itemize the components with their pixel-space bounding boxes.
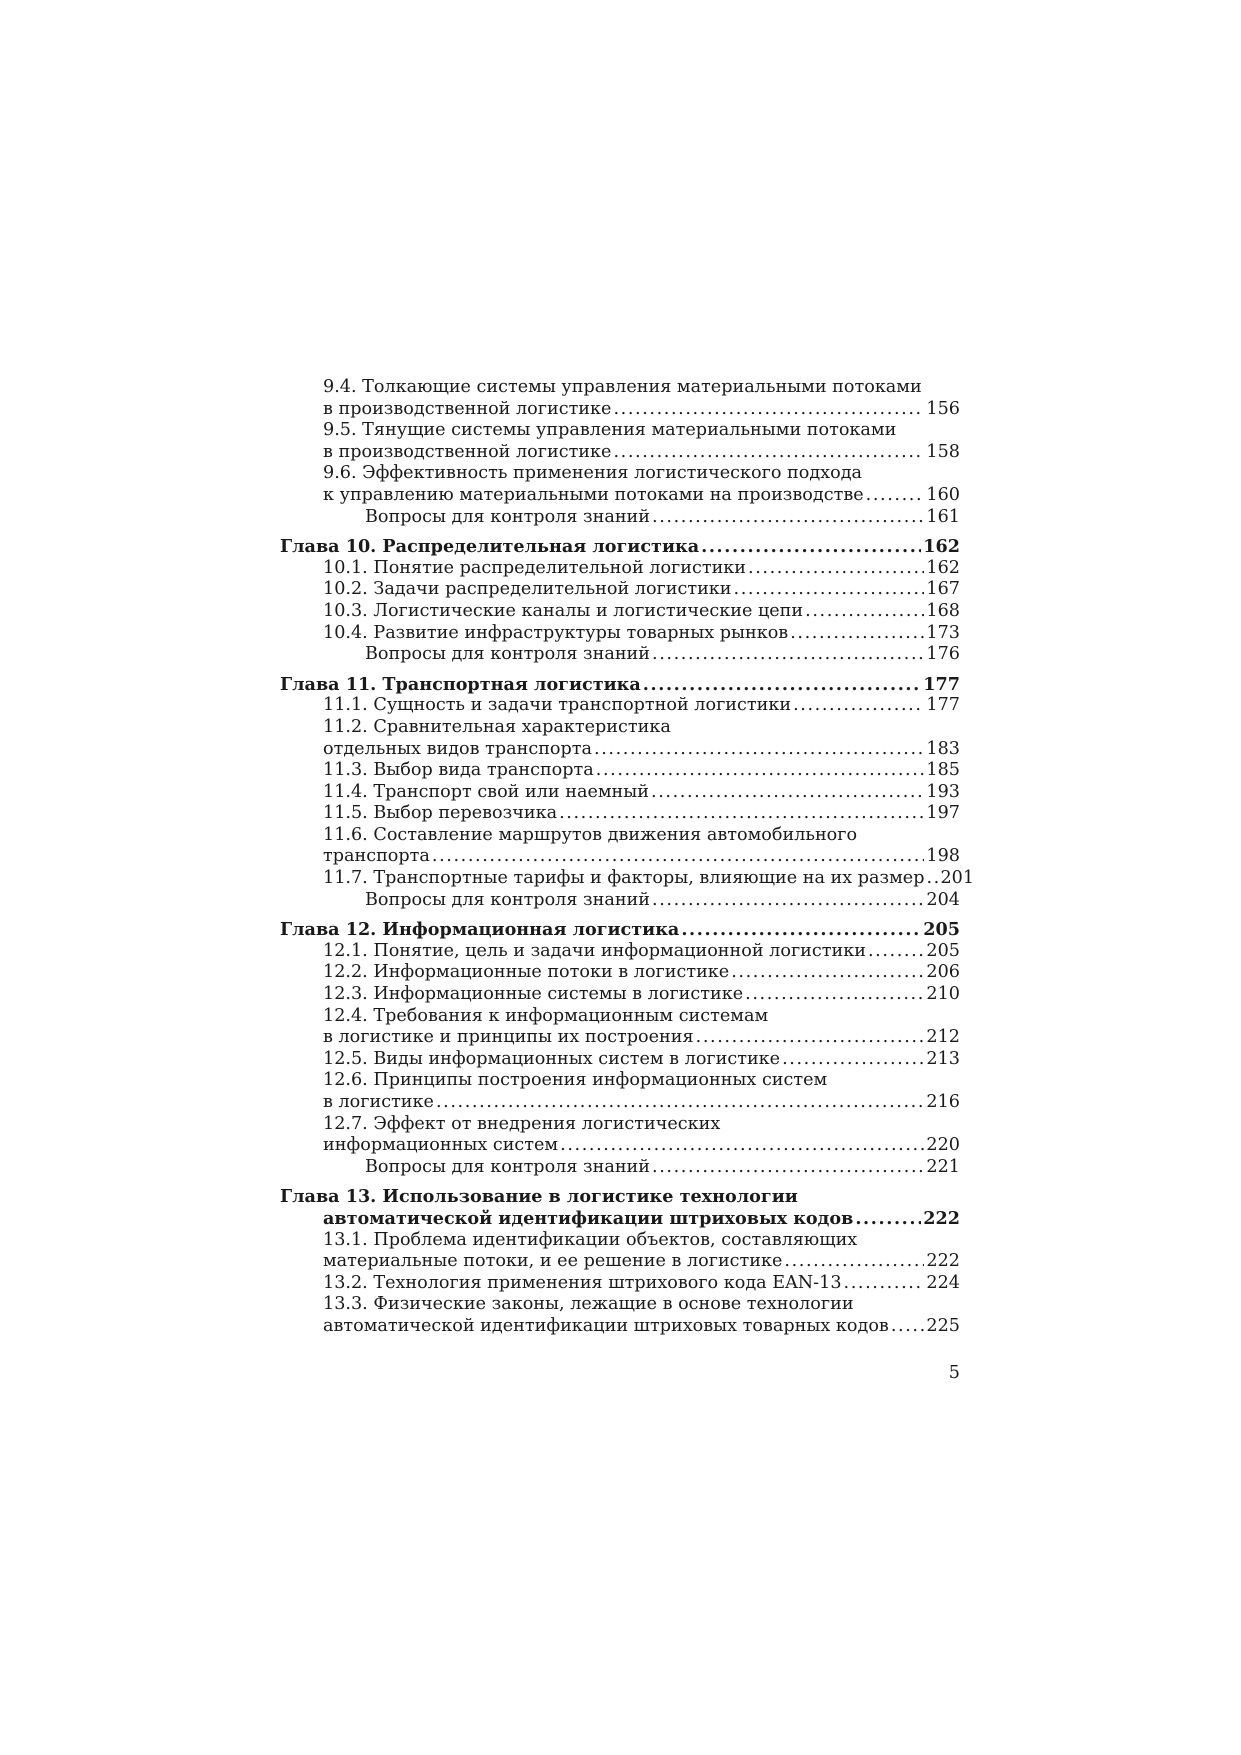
dot-leader <box>681 919 921 941</box>
dot-leader <box>643 674 921 696</box>
toc-page-number: 205 <box>923 919 960 941</box>
toc-entry-title: к управлению материальными потоками на производстве <box>323 484 864 505</box>
toc-entry-title: Вопросы для контроля знаний <box>365 644 651 665</box>
dot-leader <box>844 1273 925 1295</box>
toc-page-number: 173 <box>926 622 960 643</box>
toc-entry-title: Глава 10. Распределительная логистика <box>280 536 700 558</box>
toc-entry-line: 12.7. Эффект от внедрения логистических <box>323 1113 721 1134</box>
toc-entry-title: материальные потоки, и ее решение в логистике <box>323 1251 783 1272</box>
toc-entry <box>280 803 960 825</box>
dot-leader <box>652 1157 924 1179</box>
toc-entry-line: 11.2. Сравнительная характеристика <box>323 716 671 737</box>
toc-entry-title: 13.2. Технология применения штрихового кода EAN-13 <box>323 1272 842 1293</box>
dot-leader <box>866 485 925 507</box>
toc-page-number: 161 <box>926 506 960 527</box>
toc-page-number: 168 <box>926 600 960 621</box>
toc-entry <box>280 399 960 421</box>
toc-entry-line: 9.6. Эффективность применения логистического подхода <box>323 463 863 484</box>
toc-entry-title: 11.7. Транспортные тарифы и факторы, влияющие на их размер <box>323 868 925 889</box>
dot-leader <box>652 890 924 912</box>
dot-leader <box>559 803 924 825</box>
dot-leader <box>596 760 925 782</box>
dot-leader <box>432 846 925 868</box>
toc-page-number: 176 <box>926 644 960 665</box>
toc-entry <box>280 739 960 761</box>
toc-entry-title: в производственной логистике <box>323 441 612 462</box>
toc-entry-title: Вопросы для контроля знаний <box>365 506 651 527</box>
toc-entry <box>280 868 975 890</box>
toc-entry-title: информационных систем <box>323 1135 559 1156</box>
toc-page-number: 158 <box>926 441 960 462</box>
toc-entry <box>280 1316 960 1338</box>
toc-entry-title: в логистике <box>323 1092 434 1112</box>
table-of-contents <box>280 377 975 1338</box>
dot-leader <box>782 1049 924 1071</box>
toc-entry-title: Вопросы для контроля знаний <box>365 1156 651 1177</box>
toc-entry <box>280 644 960 666</box>
toc-entry-title: 10.4. Развитие инфраструктуры товарных рынков <box>323 622 789 643</box>
toc-entry <box>280 890 960 912</box>
chapter-heading <box>280 536 960 558</box>
dot-leader <box>701 536 921 558</box>
dot-leader <box>790 623 924 645</box>
toc-page-number: 185 <box>926 760 960 781</box>
toc-entry <box>280 1208 960 1230</box>
toc-page-number: 204 <box>926 889 960 910</box>
toc-page-number: 177 <box>923 673 960 695</box>
dot-leader <box>891 1316 925 1338</box>
toc-entry-line: 11.6. Составление маршрутов движения автомобильного <box>323 824 858 845</box>
toc-entry-title: 12.2. Информационные потоки в логистике <box>323 962 730 983</box>
toc-entry <box>280 601 960 623</box>
toc-entry-line: 13.1. Проблема идентификации объектов, составляющих <box>323 1229 858 1250</box>
dot-leader <box>793 695 924 717</box>
toc-entry-line: 12.6. Принципы построения информационных систем <box>323 1070 828 1091</box>
toc-entry <box>280 760 960 782</box>
dot-leader <box>784 1251 924 1273</box>
chapter-heading <box>280 919 960 941</box>
dot-leader <box>651 782 924 804</box>
dot-leader <box>613 399 924 421</box>
toc-page-number: 193 <box>926 781 960 802</box>
toc-entry <box>280 782 960 804</box>
toc-entry <box>280 962 960 984</box>
dot-leader <box>748 558 924 580</box>
toc-entry <box>280 623 960 645</box>
dot-leader <box>652 507 924 529</box>
toc-entry-title: 11.5. Выбор перевозчика <box>323 803 558 824</box>
dot-leader <box>652 644 924 666</box>
toc-entry-title: в логистике и принципы их построения <box>323 1027 694 1048</box>
toc-entry-title: 10.3. Логистические каналы и логистические цепи <box>323 600 804 621</box>
toc-entry <box>280 579 960 601</box>
dot-leader <box>731 962 924 984</box>
toc-entry-title: автоматической идентификации штриховых кодов <box>323 1207 854 1229</box>
toc-page-number: 167 <box>926 579 960 600</box>
toc-page-number: 210 <box>926 984 960 1005</box>
toc-entry-title: отдельных видов транспорта <box>323 738 592 759</box>
dot-leader <box>560 1135 924 1157</box>
toc-entry <box>280 1273 960 1295</box>
toc-entry-line: 9.5. Тянущие системы управления материальными потоками <box>323 420 897 441</box>
toc-page-number: 216 <box>926 1092 960 1112</box>
toc-entry-line: 13.3. Физические законы, лежащие в основе технологии <box>323 1294 854 1315</box>
toc-page-number: 212 <box>926 1027 960 1048</box>
toc-entry <box>280 442 960 464</box>
toc-page-number: 220 <box>926 1135 960 1156</box>
toc-page-number: 222 <box>926 1251 960 1272</box>
toc-entry <box>280 695 960 717</box>
toc-page-number: 198 <box>926 846 960 867</box>
toc-entry-line: 12.4. Требования к информационным системам <box>323 1005 769 1026</box>
toc-entry <box>280 1251 960 1273</box>
dot-leader <box>594 739 924 761</box>
toc-page-number: 206 <box>926 962 960 983</box>
toc-page-number: 183 <box>926 738 960 759</box>
toc-entry <box>280 941 960 963</box>
toc-page-number: 224 <box>926 1272 960 1293</box>
dot-leader <box>855 1208 921 1230</box>
toc-page-number: 222 <box>923 1207 960 1229</box>
toc-entry-title: транспорта <box>323 846 430 867</box>
toc-page-number: 225 <box>926 1315 960 1336</box>
toc-page-number: 201 <box>940 868 975 889</box>
toc-page-number: 221 <box>926 1156 960 1177</box>
dot-leader <box>926 868 938 890</box>
toc-entry <box>280 507 960 529</box>
dot-leader <box>745 984 924 1006</box>
toc-page-number: 197 <box>926 803 960 824</box>
toc-entry-title: 11.4. Транспорт свой или наемный <box>323 781 649 802</box>
toc-page-number: 213 <box>926 1048 960 1069</box>
toc-entry-title: 12.5. Виды информационных систем в логистике <box>323 1048 781 1069</box>
toc-entry-line: 9.4. Толкающие системы управления материальными потоками <box>323 377 922 397</box>
toc-entry-title: 12.3. Информационные системы в логистике <box>323 984 744 1005</box>
toc-entry <box>280 485 960 507</box>
toc-entry-title: 11.3. Выбор вида транспорта <box>323 760 594 781</box>
toc-entry <box>280 1027 960 1049</box>
toc-entry <box>280 1049 960 1071</box>
dot-leader <box>436 1092 924 1114</box>
toc-entry-title: Вопросы для контроля знаний <box>365 889 651 910</box>
toc-entry-title: автоматической идентификации штриховых товарных кодов <box>323 1315 889 1336</box>
toc-page-number: 177 <box>926 695 960 716</box>
toc-page-number: 162 <box>926 557 960 578</box>
toc-entry-title: 10.2. Задачи распределительной логистики <box>323 579 732 600</box>
dot-leader <box>868 941 924 963</box>
toc-entry-title: 11.1. Сущность и задачи транспортной логистики <box>323 695 792 716</box>
toc-page-number: 160 <box>926 484 960 505</box>
toc-entry-title: 10.1. Понятие распределительной логистики <box>323 557 747 578</box>
toc-entry-title: 12.1. Понятие, цель и задачи информационной логистики <box>323 940 866 961</box>
toc-entry <box>280 984 960 1006</box>
dot-leader <box>613 442 924 464</box>
dot-leader <box>734 579 925 601</box>
dot-leader <box>805 601 924 623</box>
chapter-heading <box>280 674 960 696</box>
chapter-heading: Глава 13. Использование в логистике технологии <box>280 1186 798 1208</box>
dot-leader <box>696 1027 925 1049</box>
toc-entry-title: Глава 11. Транспортная логистика <box>280 673 641 695</box>
toc-entry-title: в производственной логистике <box>323 398 612 419</box>
toc-page-number: 205 <box>926 940 960 961</box>
toc-entry <box>280 846 960 868</box>
toc-entry <box>280 1157 960 1179</box>
toc-entry <box>280 1092 960 1114</box>
toc-entry-title: Глава 12. Информационная логистика <box>280 919 680 941</box>
page-number: 5 <box>948 1363 960 1383</box>
toc-page-number: 162 <box>923 536 960 558</box>
toc-entry <box>280 558 960 580</box>
toc-entry <box>280 1135 960 1157</box>
toc-page-number: 156 <box>926 398 960 419</box>
